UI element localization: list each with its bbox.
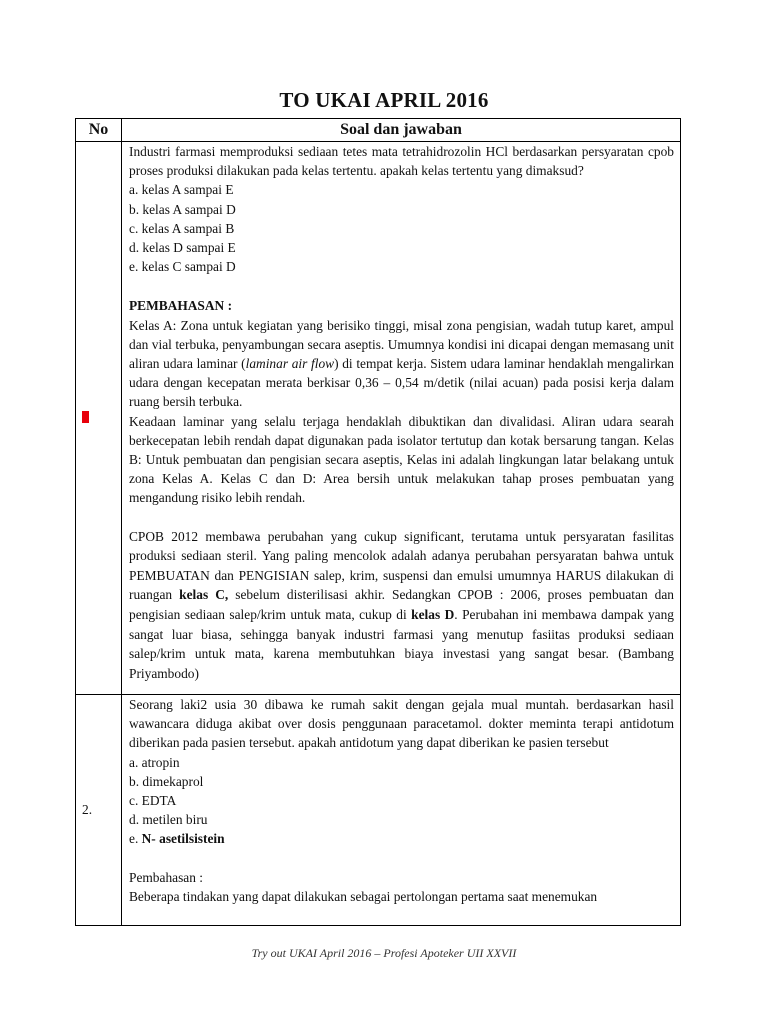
question-2-answer [129,829,674,848]
question-1-option: b. kelas A sampai D [129,201,236,217]
question-1-option: d. kelas D sampai E [129,240,236,256]
bold-term: kelas D [411,607,455,623]
discussion-1-paragraph-2: Keadaan laminar yang selalu terjaga hendaklah dibuktikan dan divalidasi. Aliran udara searah berkecepatan lebih rendah dapat digunakan pada isolator tertutup dan kotak bersarung tangan. Kelas B: Untuk pembuatan dan pengisian secara aseptis, Kelas ini adalah lingkungan latar belakang untuk zona Kelas A. Kelas C dan D: Area bersih untuk melakukan tahap proses pembuatan yang mengandung risiko lebih rendah. [129,413,674,506]
question-1-text: Industri farmasi memproduksi sediaan tetes mata tetrahidrozolin HCl berdasarkan persyaratan cpob proses produksi dilakukan pada kelas tertentu. apakah kelas tertentu yang dimaksud? [129,144,674,179]
row-1-number-marker [82,411,89,423]
italic-term: laminar air flow [245,356,335,372]
discussion-1-paragraph-1 [129,316,674,412]
question-1-option: e. kelas C sampai D [129,259,236,275]
discussion-label-2: Pembahasan : [129,869,204,885]
header-no: No [88,121,109,138]
question-2-option: c. EDTA [129,793,177,809]
text-span: Kelas A: Zona untuk kegiatan yang berisiko tinggi, misal zona pengisian, wadah tutup karet, ampul dan vial terbuka, penyambungan secara aseptis. Umumnya kondisi ini dicapai dengan memasang unit aliran udara laminar ( [129,317,674,372]
question-2-option: b. dimekaprol [129,773,204,789]
text-span: e. [129,831,142,847]
column-divider [121,119,122,925]
text-span: sebelum disterilisasi akhir. Sedangkan CPOB : 2006, proses pembuatan dan pengisian sediaan salep/krim untuk mata, cukup di [129,587,674,623]
question-2-option: a. atropin [129,754,180,770]
question-2-text: Seorang laki2 usia 30 dibawa ke rumah sakit dengan gejala mual muntah. berdasarkan hasil wawancara diduga akibat over dosis penggunaan paracetamol. dokter meminta terapi antidotum diberikan pada pasien tersebut. apakah antidotum yang dapat diberikan ke pasien tersebut [129,697,674,751]
text-span: CPOB 2012 membawa perubahan yang cukup significant, terutama untuk persyaratan fasilitas produksi sediaan steril. Yang paling mencolok adalah adanya perubahan persyaratan bahwa untuk PEMBUATAN dan PENGISIAN salep, krim, suspensi dan emulsi umumnya HARUS dilakukan di ruangan [129,528,674,603]
bold-answer: N- asetilsistein [141,831,225,847]
question-1-option: a. kelas A sampai E [129,182,234,198]
question-2-option: d. metilen biru [129,812,208,828]
discussion-label-1: PEMBAHASAN : [129,298,233,314]
row-1-content [129,142,674,683]
page-title: TO UKAI APRIL 2016 [279,88,489,112]
header-soal: Soal dan jawaban [340,121,462,138]
discussion-2-paragraph-1: Beberapa tindakan yang dapat dilakukan sebagai pertolongan pertama saat menemukan [129,888,598,904]
question-1-option: c. kelas A sampai B [129,220,235,236]
row-2-number: 2. [82,802,93,817]
discussion-1-paragraph-3 [129,527,674,684]
bold-term: kelas C, [179,587,229,603]
text-span: . Perubahan ini membawa dampak yang sangat luar biasa, sehingga banyak industri farmasi yang menutup fasiitas produksi sediaan salep/krim untuk mata, karena membutuhkan biaya investasi yang sangat besar. (Bambang Priyambodo) [129,607,674,681]
page-footer: Try out UKAI April 2016 – Profesi Apoteker UII XXVII [251,946,517,960]
row-2-content [129,695,674,906]
text-span: ) di tempat kerja. Sistem udara laminar hendaklah mengalirkan udara dengan kecepatan merata berkisar 0,36 – 0,54 m/detik (nilai acuan) pada posisi kerja dalam ruang bersih terbuka. [129,356,674,410]
question-table [75,118,681,926]
